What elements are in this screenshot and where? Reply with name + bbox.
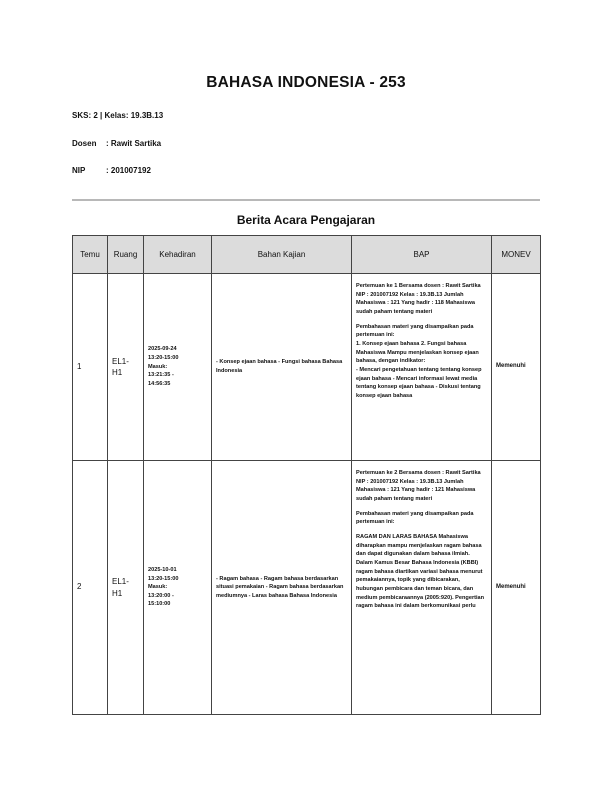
bap-paragraph: Pertemuan ke 1 Bersama dosen : Rawit Sartika NIP : 201007192 Kelas : 19.3B.13 Jumlah Mahasiswa : 121 Yang hadir : 118 Mahasiswa sudah paham tentang materi <box>356 283 481 315</box>
dosen-value: : Rawit Sartika <box>106 139 162 148</box>
section-divider <box>72 199 540 201</box>
kehadiran-cell: 2025-09-24 13:20-15:00 Masuk: 13:21:35 - 14:56:35 <box>144 274 212 461</box>
bap-paragraph: Pembahasan materi yang disampaikan pada pertemuan ini: <box>356 510 474 526</box>
bap-cell <box>352 274 492 461</box>
temu-cell: 2 <box>73 461 108 715</box>
nip-line <box>72 166 151 175</box>
header-monev: MONEV <box>492 236 541 274</box>
header-bahan-kajian: Bahan Kajian <box>212 236 352 274</box>
monev-cell: Memenuhi <box>492 461 541 715</box>
ruang-cell: EL1-H1 <box>108 461 144 715</box>
bahan-kajian-cell: - Ragam bahasa - Ragam bahasa berdasarkan situasi pemakaian - Ragam bahasa berdasarkan mediumnya - Laras bahasa Bahasa Indonesia <box>212 461 352 715</box>
nip-value: : 201007192 <box>106 166 151 175</box>
ruang-cell: EL1-H1 <box>108 274 144 461</box>
bap-paragraph: Pertemuan ke 2 Bersama dosen : Rawit Sartika NIP : 201007192 Kelas : 19.3B.13 Jumlah Mahasiswa : 121 Yang hadir : 121 Mahasiswa sudah paham tentang materi <box>356 470 481 502</box>
bap-table <box>72 235 541 715</box>
table-row <box>73 461 541 715</box>
temu-cell: 1 <box>73 274 108 461</box>
dosen-line <box>72 139 161 148</box>
header-bap: BAP <box>352 236 492 274</box>
nip-label: NIP <box>72 166 86 175</box>
header-kehadiran: Kehadiran <box>144 236 212 274</box>
sks-kelas-line: SKS: 2 | Kelas: 19.3B.13 <box>72 111 164 120</box>
header-temu: Temu <box>73 236 108 274</box>
bap-cell <box>352 461 492 715</box>
bap-paragraph: RAGAM DAN LARAS BAHASA Mahasiswa diharapkan mampu menjelaskan ragam bahasa dan dapat digunakan dalam bahasa ilmiah. Dalam Kamus Besar Bahasa Indonesia (KBBI) ragam bahasa diartikan variasi bahasa menurut pemakaiannya, topik yang dibicarakan, hubungan pembicara dan teman bicara, dan medium pembicaraannya (2005:920). Pengertian ragam bahasa ini dalam berkomunikasi perlu <box>356 533 485 610</box>
monev-cell: Memenuhi <box>492 274 541 461</box>
kehadiran-cell: 2025-10-01 13:20-15:00 Masuk: 13:20:00 - 15:10:00 <box>144 461 212 715</box>
bahan-kajian-cell: - Konsep ejaan bahasa - Fungsi bahasa Bahasa Indonesia <box>212 274 352 461</box>
dosen-label: Dosen <box>72 139 97 148</box>
section-title: Berita Acara Pengajaran <box>236 213 376 227</box>
document-title: BAHASA INDONESIA - 253 <box>206 74 406 91</box>
table-row <box>73 274 541 461</box>
table-header-row <box>73 236 541 274</box>
bap-paragraph: Pembahasan materi yang disampaikan pada pertemuan ini: 1. Konsep ejaan bahasa 2. Fungsi bahasa Mahasiswa Mampu menjelaskan konsep ejaan bahasa, dengan indikator: - Mencari pengetahuan tentang tentang konsep ejaan bahasa - Mencari informasi lewat media tentang konsep ejaan bahasa - Diskusi tentang konsep ejaan bahasa <box>356 323 482 399</box>
header-ruang: Ruang <box>108 236 144 274</box>
